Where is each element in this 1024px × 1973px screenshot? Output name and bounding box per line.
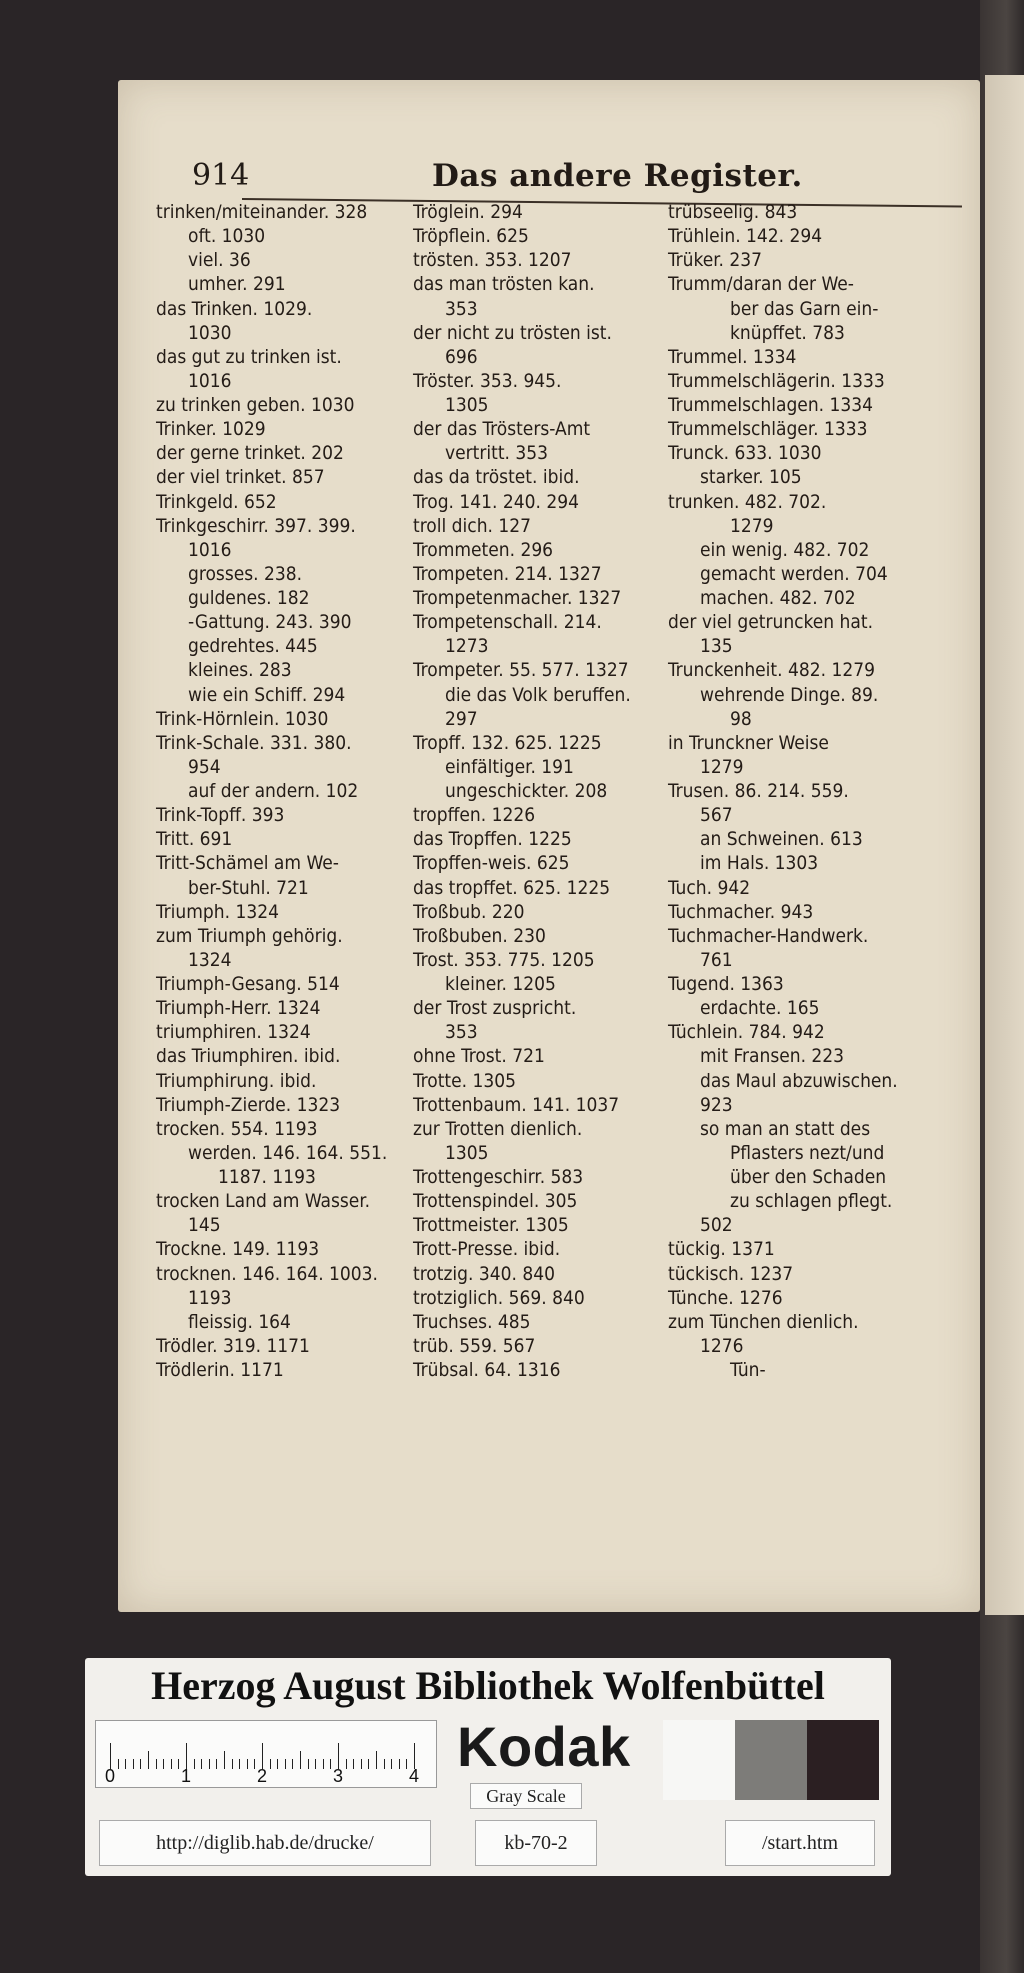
index-entry: das Triumphiren. ibid. <box>156 1045 341 1068</box>
index-entry: erdachte. 165 <box>700 997 820 1020</box>
index-entry: Tritt. 691 <box>156 828 233 851</box>
ruler-tick <box>270 1759 271 1769</box>
index-entry: Triumph-Herr. 1324 <box>156 997 321 1020</box>
index-entry: wie ein Schiff. 294 <box>188 683 346 706</box>
index-entry: Trompeter. 55. 577. 1327 <box>413 659 629 682</box>
index-entry: gemacht werden. 704 <box>700 562 888 585</box>
index-entry: 1016 <box>188 538 232 561</box>
ruler-tick <box>330 1759 331 1769</box>
index-entry: Trottenspindel. 305 <box>413 1190 578 1213</box>
index-entry: Tropff. 132. 625. 1225 <box>413 731 602 754</box>
index-entry: über den Schaden <box>730 1166 887 1188</box>
ruler-tick <box>140 1759 141 1769</box>
ruler-tick <box>346 1759 347 1769</box>
index-entry: guldenes. 182 <box>188 587 310 609</box>
index-entry: trotzig. 340. 840 <box>413 1262 555 1285</box>
index-entry: das man trösten kan. <box>413 273 595 296</box>
index-entry: viel. 36 <box>188 249 251 272</box>
index-entry: Trummel. 1334 <box>668 345 797 368</box>
index-entry: Triumph-Zierde. 1323 <box>156 1093 341 1116</box>
index-entry: Trunck. 633. 1030 <box>668 442 822 465</box>
index-entry: fleissig. 164 <box>188 1310 291 1333</box>
index-entry: umher. 291 <box>188 273 286 296</box>
url-left-link[interactable]: http://diglib.hab.de/drucke/ <box>99 1820 431 1866</box>
index-entry: Trusen. 86. 214. 559. <box>668 780 849 802</box>
ruler-tick <box>216 1759 217 1769</box>
index-entry: trotziglich. 569. 840 <box>413 1286 585 1309</box>
gray-swatch-black <box>807 1720 879 1800</box>
index-entry: zur Trotten dienlich. <box>413 1117 583 1140</box>
ruler-tick <box>125 1759 126 1769</box>
ruler-tick <box>156 1759 157 1769</box>
ruler-tick <box>292 1759 293 1769</box>
index-entry: Trompeten. 214. 1327 <box>413 562 602 585</box>
index-entry: der das Trösters-Amt <box>413 418 591 441</box>
index-entry: trübseelig. 843 <box>668 201 798 223</box>
ruler-tick <box>406 1759 407 1769</box>
index-entry: 1305 <box>445 1141 489 1164</box>
index-entry: der Trost zuspricht. <box>413 997 577 1020</box>
ruler-tick <box>148 1751 149 1769</box>
index-entry: zum Triumph gehörig. <box>156 924 343 947</box>
index-entry: Trompetenschall. 214. <box>413 611 602 634</box>
index-entry: 1187. 1193 <box>218 1166 316 1188</box>
index-entry: Trummelschlägerin. 1333 <box>668 369 885 392</box>
gray-scale-label: Gray Scale <box>470 1783 582 1809</box>
index-entry: Tritt-Schämel am We- <box>156 852 339 875</box>
index-entry: Trost. 353. 775. 1205 <box>413 948 595 971</box>
index-entry: grosses. 238. <box>188 562 303 585</box>
index-entry: das tropffet. 625. 1225 <box>413 876 611 899</box>
url-right-link[interactable]: /start.htm <box>725 1820 875 1866</box>
index-entry: tropffen. 1226 <box>413 804 536 827</box>
index-entry: 353 <box>445 297 478 320</box>
index-entry: Trockne. 149. 1193 <box>156 1238 320 1261</box>
index-entry: Triumph-Gesang. 514 <box>156 973 340 995</box>
index-column-1 <box>156 200 426 1382</box>
index-entry: das da tröstet. ibid. <box>413 466 580 489</box>
index-entry: die das Volk beruffen. <box>445 683 631 706</box>
index-entry: trocknen. 146. 164. 1003. <box>156 1262 378 1285</box>
ruler-tick <box>133 1759 134 1769</box>
index-entry: 1305 <box>445 394 489 416</box>
ruler-tick <box>163 1759 164 1769</box>
index-entry: Pflasters nezt/und <box>730 1141 885 1164</box>
ruler-tick <box>323 1759 324 1769</box>
index-entry: trocken Land am Wasser. <box>156 1190 371 1213</box>
index-entry: Tugend. 1363 <box>668 973 784 995</box>
index-entry: machen. 482. 702 <box>700 587 856 609</box>
index-entry: tückig. 1371 <box>668 1238 775 1261</box>
index-entry: zum Tünchen dienlich. <box>668 1310 859 1333</box>
ruler-tick <box>399 1759 400 1769</box>
ruler-tick <box>308 1759 309 1769</box>
index-entry: Tröpflein. 625 <box>413 225 529 248</box>
index-entry: troll dich. 127 <box>413 514 531 537</box>
index-entry: Trühlein. 142. 294 <box>668 225 823 248</box>
index-entry: 297 <box>445 707 478 730</box>
index-entry: -Gattung. 243. 390 <box>188 611 352 634</box>
index-column-3 <box>668 200 958 1382</box>
index-entry: ohne Trost. 721 <box>413 1045 545 1068</box>
index-entry: Tünche. 1276 <box>668 1286 783 1309</box>
index-entry: Tröster. 353. 945. <box>413 369 562 392</box>
index-entry: tückisch. 1237 <box>668 1262 794 1285</box>
ruler-tick <box>285 1759 286 1769</box>
ruler-tick <box>201 1759 202 1769</box>
ruler-tick <box>254 1759 255 1769</box>
index-entry: Trompetenmacher. 1327 <box>413 587 622 609</box>
index-entry: triumphiren. 1324 <box>156 1021 311 1044</box>
page-title: Das andere Register. <box>432 158 803 194</box>
ruler-number: 1 <box>181 1766 192 1786</box>
index-entry: vertritt. 353 <box>445 442 548 465</box>
ruler-tick <box>376 1751 377 1769</box>
index-entry: in Trunckner Weise <box>668 731 829 754</box>
book-page <box>118 80 980 1612</box>
index-entry: der viel getruncken hat. <box>668 611 873 634</box>
index-entry: wehrende Dinge. 89. <box>700 683 879 706</box>
index-entry: Triumph. 1324 <box>156 900 279 923</box>
index-entry: Trotte. 1305 <box>413 1069 516 1092</box>
ruler-tick <box>368 1759 369 1769</box>
ruler-tick <box>239 1759 240 1769</box>
gray-swatch-white <box>663 1720 735 1800</box>
index-entry: 1016 <box>188 369 232 392</box>
page-number: 914 <box>192 158 250 193</box>
index-entry: 1193 <box>188 1286 232 1309</box>
index-entry: das gut zu trinken ist. <box>156 345 342 368</box>
ruler-number: 2 <box>257 1766 268 1786</box>
library-label-card <box>85 1658 891 1876</box>
ruler-tick <box>353 1759 354 1769</box>
index-entry: so man an statt des <box>700 1117 871 1140</box>
index-entry: das Maul abzuwischen. <box>700 1069 898 1092</box>
ruler-tick <box>391 1759 392 1769</box>
index-entry: starker. 105 <box>700 466 802 489</box>
ruler-tick <box>118 1759 119 1769</box>
index-entry: 954 <box>188 755 221 778</box>
index-entry: 923 <box>700 1093 733 1116</box>
ruler-tick <box>384 1759 385 1769</box>
index-entry: Troßbub. 220 <box>413 900 525 923</box>
index-entry: 1324 <box>188 948 232 971</box>
index-entry: 761 <box>700 948 733 971</box>
library-name: Herzog August Bibliothek Wolfenbüttel <box>151 1663 825 1708</box>
index-entry: an Schweinen. 613 <box>700 828 863 851</box>
index-entry: kleiner. 1205 <box>445 973 556 995</box>
index-entry: Truchses. 485 <box>413 1310 531 1333</box>
index-entry: 696 <box>445 345 478 368</box>
index-entry: 1279 <box>730 514 774 537</box>
index-entry: ein wenig. 482. 702 <box>700 538 870 561</box>
index-entry: ber das Garn ein- <box>730 297 879 320</box>
index-entry: Tuchmacher. 943 <box>668 900 814 923</box>
index-entry: Trummelschläger. 1333 <box>668 418 868 441</box>
ruler-tick <box>277 1759 278 1769</box>
ruler-tick <box>194 1759 195 1769</box>
index-entry: trösten. 353. 1207 <box>413 249 572 272</box>
index-entry: trocken. 554. 1193 <box>156 1117 318 1140</box>
index-entry: Trübsal. 64. 1316 <box>413 1359 561 1381</box>
ruler-tick <box>300 1751 301 1769</box>
index-entry: ungeschickter. 208 <box>445 780 608 802</box>
index-entry: das Trinken. 1029. <box>156 297 313 320</box>
index-entry: Trinkgeld. 652 <box>156 490 277 513</box>
ruler-tick <box>315 1759 316 1769</box>
index-entry: der viel trinket. 857 <box>156 466 325 489</box>
index-entry: Tüchlein. 784. 942 <box>668 1021 825 1044</box>
ruler-number: 0 <box>105 1766 116 1786</box>
index-entry: Trinker. 1029 <box>156 418 266 441</box>
index-entry: Tuch. 942 <box>668 876 751 899</box>
gray-swatch-mid <box>735 1720 807 1800</box>
index-entry: mit Fransen. 223 <box>700 1045 845 1068</box>
index-entry: Trüker. 237 <box>668 249 762 272</box>
index-entry: Tün- <box>730 1359 766 1381</box>
index-entry: 567 <box>700 804 733 827</box>
index-entry: einfältiger. 191 <box>445 755 574 778</box>
ruler-tick <box>178 1759 179 1769</box>
index-entry: 1279 <box>700 755 744 778</box>
index-entry: Trummelschlagen. 1334 <box>668 394 874 416</box>
index-entry: trüb. 559. 567 <box>413 1334 536 1357</box>
index-entry: 1273 <box>445 635 489 658</box>
index-entry: gedrehtes. 445 <box>188 635 318 658</box>
index-entry: Trott-Presse. ibid. <box>413 1238 561 1261</box>
index-entry: Trödlerin. 1171 <box>156 1359 284 1381</box>
index-entry: Tropffen-weis. 625 <box>413 852 570 875</box>
ruler-tick <box>224 1751 225 1769</box>
index-entry: Trinkgeschirr. 397. 399. <box>156 514 356 537</box>
index-entry: 145 <box>188 1214 221 1237</box>
index-entry: 353 <box>445 1021 478 1044</box>
ruler-tick <box>209 1759 210 1769</box>
index-entry: Trottenbaum. 141. 1037 <box>413 1093 620 1116</box>
index-entry: knüpffet. 783 <box>730 321 845 344</box>
index-entry: trunken. 482. 702. <box>668 490 827 513</box>
index-entry: zu schlagen pflegt. <box>730 1190 893 1213</box>
index-entry: zu trinken geben. 1030 <box>156 394 355 416</box>
ruler-number: 3 <box>333 1766 344 1786</box>
index-column-2 <box>413 200 683 1382</box>
index-entry: kleines. 283 <box>188 659 292 682</box>
index-entry: 1030 <box>188 321 232 344</box>
index-entry: ber-Stuhl. 721 <box>188 876 309 899</box>
index-entry: trinken/miteinander. 328 <box>156 201 368 223</box>
index-entry: oft. 1030 <box>188 225 266 248</box>
next-page-edge <box>985 75 1024 1615</box>
index-entry: 135 <box>700 635 733 658</box>
index-entry: Tröglein. 294 <box>413 201 523 223</box>
index-entry: Trottengeschirr. 583 <box>413 1166 584 1188</box>
index-entry: Trommeten. 296 <box>413 538 554 561</box>
index-entry: auf der andern. 102 <box>188 780 359 802</box>
index-entry: 98 <box>730 707 752 730</box>
index-entry: Trödler. 319. 1171 <box>156 1334 310 1357</box>
index-entry: 502 <box>700 1214 733 1237</box>
measurement-ruler <box>95 1720 437 1788</box>
index-entry: das Tropffen. 1225 <box>413 828 572 851</box>
ruler-tick <box>247 1759 248 1769</box>
index-entry: Tuchmacher-Handwerk. <box>668 924 869 947</box>
index-entry: Trink-Topff. 393 <box>156 804 285 827</box>
index-entry: Trumm/daran der We- <box>668 273 854 296</box>
index-entry: der nicht zu trösten ist. <box>413 321 612 344</box>
index-entry: Trink-Schale. 331. 380. <box>156 731 352 754</box>
index-entry: 1276 <box>700 1334 744 1357</box>
index-entry: Troßbuben. 230 <box>413 924 546 947</box>
ruler-tick <box>361 1759 362 1769</box>
index-entry: Trink-Hörnlein. 1030 <box>156 707 329 730</box>
index-entry: Trottmeister. 1305 <box>413 1214 569 1237</box>
index-entry: werden. 146. 164. 551. <box>188 1141 388 1164</box>
ruler-tick <box>171 1759 172 1769</box>
url-middle-id: kb-70-2 <box>475 1820 597 1866</box>
kodak-logo: Kodak <box>457 1715 631 1778</box>
index-entry: Trog. 141. 240. 294 <box>413 490 579 513</box>
ruler-tick <box>232 1759 233 1769</box>
index-entry: Triumphirung. ibid. <box>156 1069 317 1092</box>
index-entry: Trunckenheit. 482. 1279 <box>668 659 875 682</box>
index-entry: der gerne trinket. 202 <box>156 442 344 465</box>
index-entry: im Hals. 1303 <box>700 852 819 875</box>
ruler-number: 4 <box>409 1766 420 1786</box>
